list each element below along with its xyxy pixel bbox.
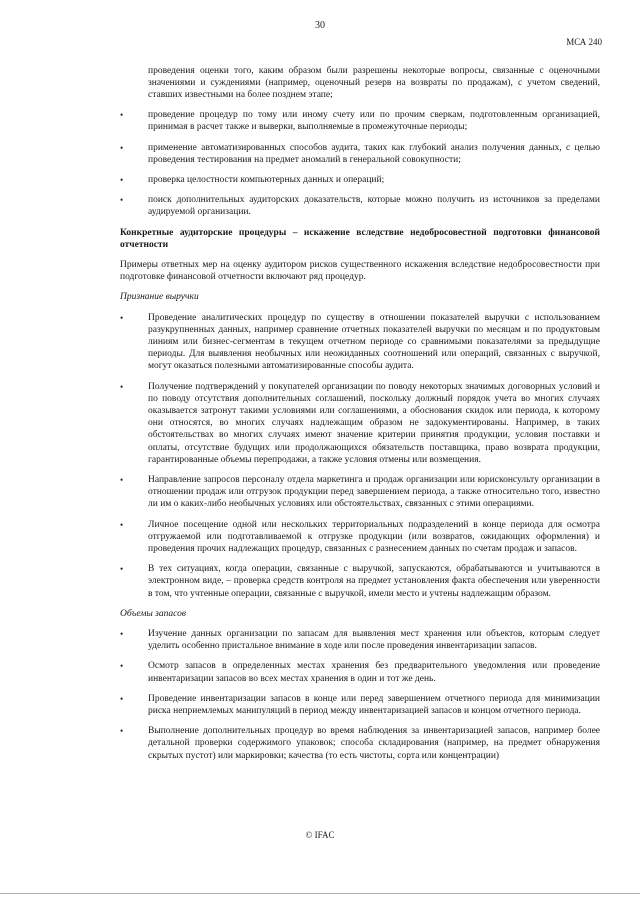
list-item [120,142,600,166]
bullet-icon: • [120,726,124,737]
list-item [120,194,600,218]
document-code: МСА 240 [566,37,602,47]
subsection-title-revenue: Признание выручки [120,292,199,303]
section-intro: Примеры ответных мер на оценку аудитором рисков существенного искажения вследствие недобросовестности при подготовке финансовой отчетности включают ряд процедур. [120,259,600,283]
intro-continuation: проведения оценки того, каким образом были разрешены некоторые вопросы, связанные с оценочными значениями и суждениями (например, оценочный резерв на возвраты по продажам), с учетом сведений, ставших известными на более позднем этапе; [148,65,600,100]
list-item-text: Направление запросов персоналу отдела маркетинга и продаж организации или юрисконсульту организации в отношении продаж или отгрузок продукции перед завершением периода, а также относительно того, известно ли им о каких-либо необычных условиях или обстоятельствах, связанных с этими операциями. [148,474,600,510]
bullet-icon: • [120,661,124,672]
list-item-text: применение автоматизированных способов аудита, таких как глубокий анализ получения данных, с целью проведения тестирования на предмет аномалий в генеральной совокупности; [148,142,600,165]
list-item-text: проведение процедур по тому или иному счету или по прочим сверкам, подготовленным организацией, принимая в расчет также и выверки, выполняемые в промежуточные периоды; [148,110,600,133]
bullet-icon: • [120,629,124,640]
list-item-text: Выполнение дополнительных процедур во время наблюдения за инвентаризацией запасов, например более детальной проверки содержимого упаковок; способа складирования (например, на предмет обнаружения скрытых пустот) или маркировки; качества (то есть чистоты, сорта или концентрации) [148,726,600,761]
list-item [120,381,600,466]
bullet-icon: • [120,174,124,185]
list-item [120,725,600,762]
bullet-icon: • [120,195,124,206]
list-item [120,312,600,373]
bullet-icon: • [120,519,124,530]
list-item-text: Проведение инвентаризации запасов в конце или перед завершением отчетного периода для минимизации риска неприемлемых манипуляций в период между инвентаризацией запасов и концом отчетного периода. [148,693,600,717]
list-item [120,519,600,556]
footer-copyright: © IFAC [305,830,335,840]
page-content [120,55,600,770]
bullet-icon: • [120,693,124,704]
bullet-icon: • [120,474,124,485]
list-item-text: поиск дополнительных аудиторских доказательств, которые можно получить из источников за пределами аудируемой организации. [148,195,600,218]
page-number: 30 [315,20,325,31]
section-heading: Конкретные аудиторские процедуры – искажение вследствие недобросовестной подготовки финансовой отчетности [120,227,600,250]
list-item [120,693,600,717]
list-item-text: Осмотр запасов в определенных местах хранения без предварительного уведомления или проведение инвентаризации запасов во всех местах хранения в один и тот же день. [148,661,600,684]
subsection-title-inventory: Объемы запасов [120,608,186,619]
list-item [120,660,600,684]
bullet-icon: • [120,312,124,323]
bullet-icon: • [120,381,124,392]
list-item-text: проверка целостности компьютерных данных и операций; [148,174,385,185]
bullet-icon: • [120,142,124,153]
list-item [120,628,600,652]
list-item [120,174,600,186]
bullet-icon: • [120,564,124,575]
list-item [120,109,600,133]
list-item-text: В тех ситуациях, когда операции, связанные с выручкой, запускаются, обрабатываются и учитываются в электронном виде, – проверка средств контроля на предмет установления факта обеспечения или уверенности в том, что учтенные операции, связанные с выручкой, имели место и учтены надлежащим образом. [148,564,600,599]
list-item [120,474,600,511]
list-item [120,563,600,600]
bullet-icon: • [120,110,124,121]
page-edge-divider [0,893,640,894]
list-item-text: Получение подтверждений у покупателей организации по поводу некоторых значимых договорных условий и по поводу отсутствия дополнительных соглашений, поскольку должный порядок учета во многих случаях оказывается затронут такими условиями или соглашениями, а обоснования скидок или периода, к которому они относятся, во многих случаях надлежащим образом не задокументированы. Например, в таких обстоятельствах во многих случаях имеют значение критерии принятия продукции, условия поставки и оплаты, отсутствие будущих или продолжающихся обязательств поставщика, право возврата продукции, гарантированные объемы перепродажи, а также условия отмены или возмещения. [148,381,600,465]
list-item-text: Изучение данных организации по запасам для выявления мест хранения или объектов, которым следует уделить особенно пристальное внимание в ходе или после проведения инвентаризации запасов. [148,629,600,652]
list-item-text: Проведение аналитических процедур по существу в отношении показателей выручки с использованием разукрупненных данных, например сравнение отчетных показателей выручки по месяцам и по продуктовым линиям или бизнес-сегментам в текущем отчетном периоде со сравнимыми показателями за предыдущие периоды. Для выявления необычных или неожиданных соотношений или операций, связанных с выручкой, могут оказаться полезными автоматизированные способы аудита. [148,312,600,372]
list-item-text: Личное посещение одной или нескольких территориальных подразделений в конце периода для осмотра отгружаемой или подготавливаемой к отгрузке продукции (или возвратов, ожидающих оформления) и проведения прочих надлежащих процедур, связанных с разнесением данных по счетам продаж и запасов. [148,519,600,554]
